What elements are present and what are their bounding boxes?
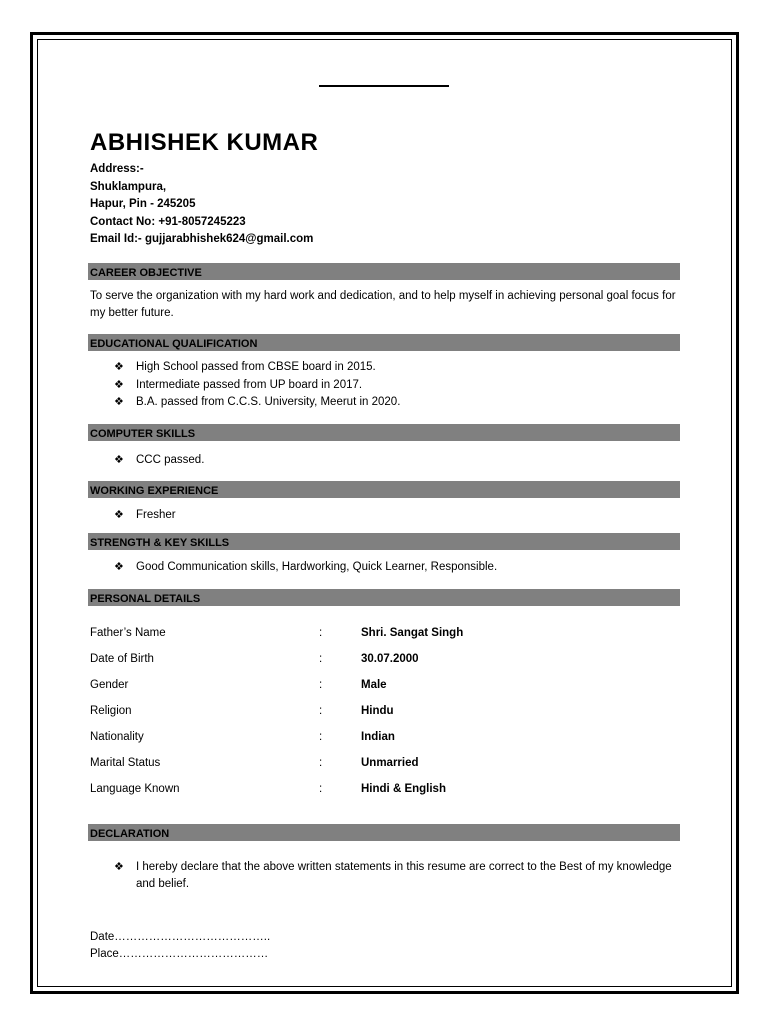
section-title: PERSONAL DETAILS (90, 593, 201, 605)
bullet-diamond-icon: ❖ (114, 509, 124, 521)
detail-value: Hindu (361, 705, 394, 717)
section-header-personal (88, 589, 680, 606)
list-item: ❖ Intermediate passed from UP board in 2017. (114, 377, 400, 395)
list-item: ❖ Good Communication skills, Hardworking, Quick Learner, Responsible. (114, 559, 497, 577)
personal-row-religion (90, 698, 650, 724)
strength-list (114, 559, 497, 577)
contact-number: Contact No: +91-8057245223 (90, 215, 246, 228)
detail-value: Hindi & English (361, 783, 446, 795)
bullet-diamond-icon: ❖ (114, 561, 124, 573)
contact-block (90, 161, 313, 249)
section-title: COMPUTER SKILLS (90, 428, 196, 440)
detail-value: 30.07.2000 (361, 653, 419, 665)
list-item: ❖ High School passed from CBSE board in 2015. (114, 359, 400, 377)
bullet-diamond-icon: ❖ (114, 396, 124, 408)
address-label: Address:- (90, 163, 144, 175)
section-title: DECLARATION (90, 828, 170, 840)
detail-label: Language Known (90, 783, 180, 795)
section-title: EDUCATIONAL QUALIFICATION (90, 338, 258, 350)
personal-row-dob (90, 646, 650, 672)
career-objective-text: To serve the organization with my hard work and dedication, and to help myself in achieving personal goal focus for my better future. (90, 290, 676, 319)
bullet-diamond-icon: ❖ (114, 454, 124, 466)
header-rule (319, 85, 449, 87)
detail-separator: : (319, 627, 323, 639)
address-line-2: Hapur, Pin - 245205 (90, 198, 196, 210)
section-header-computer-skills (88, 424, 680, 441)
computer-skills-list (114, 452, 204, 470)
applicant-name: ABHISHEK KUMAR (90, 129, 319, 156)
detail-label: Religion (90, 705, 132, 717)
address-line-1: Shuklampura, (90, 180, 167, 193)
declaration-text: I hereby declare that the above written statements in this resume are correct to the Best of my knowledge and belief. (136, 861, 672, 890)
section-title: CAREER OBJECTIVE (90, 267, 202, 279)
education-list (114, 359, 400, 412)
list-item: ❖ B.A. passed from C.C.S. University, Meerut in 2020. (114, 394, 400, 412)
detail-separator: : (319, 679, 323, 691)
personal-row-gender (90, 672, 650, 698)
detail-value: Indian (361, 731, 395, 743)
detail-separator: : (319, 705, 323, 717)
detail-label: Nationality (90, 731, 144, 743)
detail-label: Date of Birth (90, 653, 154, 665)
bullet-diamond-icon: ❖ (114, 861, 124, 873)
personal-details-table (90, 620, 650, 802)
section-title: STRENGTH & KEY SKILLS (90, 537, 230, 549)
declaration-item (114, 859, 674, 893)
personal-row-marital (90, 750, 650, 776)
personal-row-language (90, 776, 650, 802)
list-item: ❖ CCC passed. (114, 452, 204, 470)
experience-list (114, 507, 176, 525)
date-line: Date………………………………….. (90, 931, 271, 943)
detail-separator: : (319, 731, 323, 743)
personal-row-nationality (90, 724, 650, 750)
detail-value: Male (361, 679, 387, 691)
detail-label: Father’s Name (90, 627, 166, 639)
detail-label: Gender (90, 679, 129, 691)
section-header-career (88, 263, 680, 280)
section-title: WORKING EXPERIENCE (90, 485, 219, 497)
email-address: Email Id:- gujjarabhishek624@gmail.com (90, 233, 314, 245)
detail-label: Marital Status (90, 757, 161, 769)
bullet-diamond-icon: ❖ (114, 361, 124, 373)
detail-value: Shri. Sangat Singh (361, 627, 464, 639)
detail-separator: : (319, 783, 323, 795)
place-line: Place………………………………… (90, 948, 269, 960)
section-header-declaration (88, 824, 680, 841)
detail-separator: : (319, 757, 323, 769)
signature-block (90, 929, 270, 963)
section-header-strength (88, 533, 680, 550)
detail-value: Unmarried (361, 757, 419, 769)
section-header-education (88, 334, 680, 351)
bullet-diamond-icon: ❖ (114, 378, 124, 391)
personal-row-father (90, 620, 650, 646)
list-item: ❖ Fresher (114, 507, 176, 525)
section-header-experience (88, 481, 680, 498)
detail-separator: : (319, 653, 323, 665)
